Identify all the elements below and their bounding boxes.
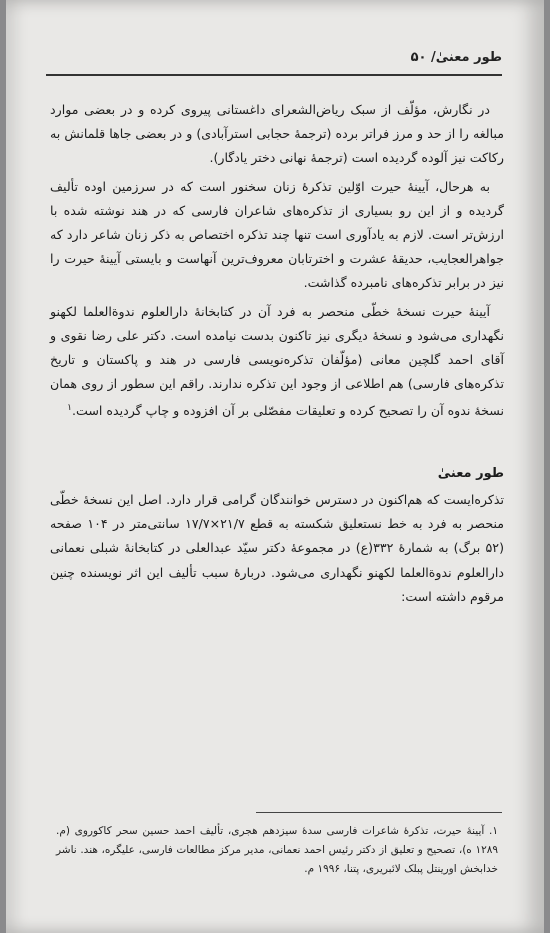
running-head: طور معنیٰ/ ۵۰ bbox=[410, 50, 502, 65]
paragraph bbox=[50, 300, 504, 424]
footnote-marker: ۱ bbox=[67, 403, 72, 414]
paragraph: تذکره‌ایست که هم‌اکنون در دسترس خوانندگان گرامی قرار دارد. اصل این نسخهٔ خطّی منحصر به فرد به خط نستعلیق شکسته به قطع ۲۱/۷×۱۷/۷ سانتی‌متر در ۱۰۴ صفحه (۵۲ برگ) به شمارهٔ ۳۳۲(ع) در مجموعهٔ دکتر سیّد عبدالعلی در کتابخانهٔ شبلی نعمانی دارالعلوم ندوة‌العلما لکهنو نگهداری می‌شود. دربارهٔ سبب تألیف این اثر نویسنده چنین مرقوم داشته است: bbox=[50, 492, 504, 604]
paragraph: به هرحال، آیینهٔ حیرت اوّلین تذکرهٔ زنان سخنور است که در سرزمین اوده تألیف گردیده و از این رو بسیاری از تذکره‌های شاعران فارسی که در هند نوشته شده با ارزش‌تر است. لازم به یادآوری است تنها چند تذکره اختصاص به ذکر زنان شاعر دارد که جواهرالعجایب، حدیقهٔ عشرت و اخترتابان معروف‌ترین آنهاست و بایستی آیینهٔ حیرت را نیز در برابر تذکره‌های نامبرده گذاشت. bbox=[50, 178, 504, 291]
book-page bbox=[6, 0, 544, 933]
paragraph-text: آیینهٔ حیرت نسخهٔ خطّی منحصر به فرد آن در کتابخانهٔ دارالعلوم ندوة‌العلما لکهنو نگهداری می‌شود و نسخهٔ دیگری نیز تاکنون بدست نیامده است. دکتر علی رضا نقوی و آقای احمد گلچین معانی (مؤلّفان تذکره‌نویسی فارسی در هند و پاکستان و تاریخ تذکره‌های فارسی) هم اطلاعی از وجود این تذکره ندارند. راقم این سطور از روی همان نسخهٔ ندوه آن را تصحیح کرده و تعلیقات مفصّلی بر آن افزوده و چاپ گردیده است. bbox=[50, 303, 504, 419]
paragraph: در نگارش، مؤلّف از سبک ریاض‌الشعرای داغستانی پیروی کرده و در بعضی موارد مبالغه را از حد و مرز فراتر برده (ترجمهٔ حجابی استرآبادی) و در بعضی جاها قلمانش به رکاکت نیز آلوده گردیده است (ترجمهٔ نهانی دختر یادگار). bbox=[50, 102, 504, 166]
footnote-rule bbox=[256, 812, 502, 813]
section-title: طور معنیٰ bbox=[437, 465, 504, 481]
header-rule bbox=[46, 74, 502, 76]
footnote: ۱. آیینهٔ حیرت، تذکرهٔ شاعرات فارسی سدهٔ سیزدهم هجری، تألیف احمد حسین سحر کاکوروی (م. ۱۲۸۹ ه)، تصحیح و تعلیق از دکتر رئیس احمد نعمانی، مدیر مرکز مطالعات فارسی، علیگره، هند. ناشر خدابخش اورینتل پبلک لائبریری، پتنا، ۱۹۹۶ م. bbox=[56, 825, 498, 875]
page-body bbox=[50, 98, 504, 613]
